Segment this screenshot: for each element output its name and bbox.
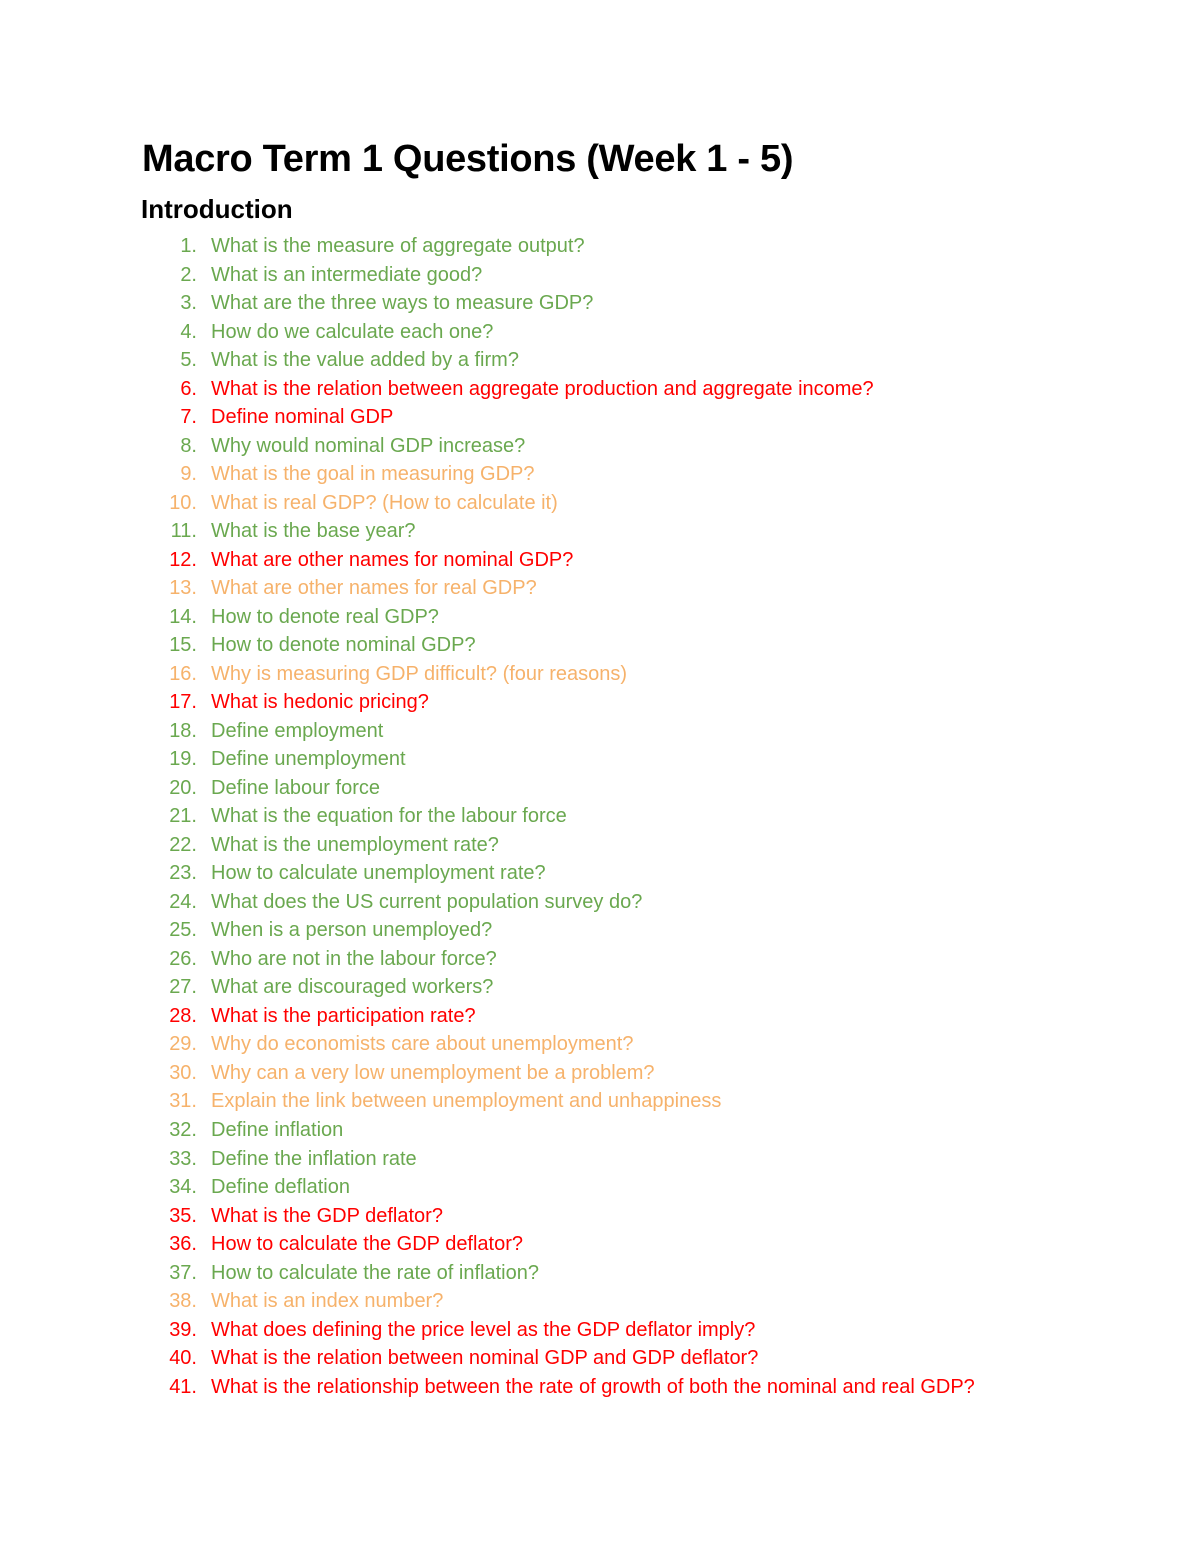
question-number: 34. [169, 1176, 197, 1199]
question-text: What is the relationship between the rate of growth of both the nominal and real GDP? [211, 1375, 975, 1398]
question-text: What is the relation between nominal GDP and GDP deflator? [211, 1347, 759, 1370]
question-number: 22. [169, 833, 197, 856]
question-number: 6. [180, 377, 197, 400]
question-number: 16. [169, 662, 197, 685]
question-text: Who are not in the labour force? [211, 947, 497, 970]
question-number: 11. [170, 520, 197, 543]
question-number: 36. [169, 1233, 197, 1256]
question-number: 28. [169, 1004, 197, 1027]
question-number: 35. [169, 1204, 197, 1227]
question-number: 33. [169, 1147, 197, 1170]
question-number: 12. [169, 548, 197, 571]
question-number: 25. [169, 919, 197, 942]
section-heading-introduction: Introduction [141, 194, 293, 224]
question-number: 8. [180, 434, 197, 457]
question-number: 5. [180, 349, 197, 372]
question-text: Why would nominal GDP increase? [211, 434, 526, 457]
question-number: 13. [169, 577, 197, 600]
question-text: How to denote nominal GDP? [211, 634, 476, 657]
question-text: When is a person unemployed? [211, 919, 493, 942]
question-text: What is hedonic pricing? [211, 691, 429, 714]
question-number: 29. [169, 1033, 197, 1056]
question-number: 20. [169, 776, 197, 799]
question-number: 32. [169, 1118, 197, 1141]
question-number: 14. [169, 605, 197, 628]
question-text: What are discouraged workers? [211, 976, 494, 999]
question-text: Why can a very low unemployment be a problem? [211, 1061, 655, 1084]
question-text: What is the value added by a firm? [211, 349, 519, 372]
question-text: What is the goal in measuring GDP? [211, 463, 535, 486]
question-number: 31. [169, 1090, 197, 1113]
question-text: What does defining the price level as the GDP deflator imply? [211, 1318, 756, 1341]
question-number: 40. [169, 1347, 197, 1370]
question-number: 21. [169, 805, 197, 828]
question-text: How to calculate the rate of inflation? [211, 1261, 539, 1284]
question-text: Define employment [211, 719, 384, 742]
question-text: What is an index number? [211, 1290, 444, 1313]
question-number: 37. [169, 1261, 197, 1284]
question-number: 7. [180, 406, 197, 429]
question-number: 38. [169, 1290, 197, 1313]
question-number: 24. [169, 890, 197, 913]
question-number: 15. [169, 634, 197, 657]
question-text: Why do economists care about unemployment? [211, 1033, 634, 1056]
question-text: What is the GDP deflator? [211, 1204, 443, 1227]
question-text: What are other names for nominal GDP? [211, 548, 574, 571]
question-text: What is the participation rate? [211, 1004, 476, 1027]
question-number: 3. [180, 292, 197, 315]
question-text: Define nominal GDP [211, 406, 394, 429]
question-text: Define labour force [211, 776, 380, 799]
question-text: What is real GDP? (How to calculate it) [211, 491, 558, 514]
question-text: Define inflation [211, 1118, 344, 1141]
question-number: 23. [169, 862, 197, 885]
question-text: Define deflation [211, 1176, 350, 1199]
question-text: How to calculate the GDP deflator? [211, 1233, 524, 1256]
question-text: How to denote real GDP? [211, 605, 439, 628]
question-text: What does the US current population survey do? [211, 890, 643, 913]
question-text: What is the relation between aggregate production and aggregate income? [211, 377, 874, 400]
question-text: What is the base year? [211, 520, 416, 543]
question-number: 41. [169, 1375, 197, 1398]
question-text: Define unemployment [211, 748, 406, 771]
question-number: 17. [169, 691, 197, 714]
question-text: Why is measuring GDP difficult? (four reasons) [211, 662, 628, 685]
question-text: What is the unemployment rate? [211, 833, 499, 856]
question-number: 18. [169, 719, 197, 742]
question-text: What is the measure of aggregate output? [211, 235, 585, 257]
question-number: 19. [169, 748, 197, 771]
question-text: What is an intermediate good? [211, 263, 483, 286]
question-text: Define the inflation rate [211, 1147, 417, 1170]
question-number: 4. [180, 320, 197, 343]
question-text: How to calculate unemployment rate? [211, 862, 546, 885]
document-title: Macro Term 1 Questions (Week 1 - 5) [142, 138, 794, 180]
question-number: 9. [180, 463, 197, 486]
question-text: How do we calculate each one? [211, 320, 494, 343]
question-text: What are the three ways to measure GDP? [211, 292, 594, 315]
question-text: What is the equation for the labour force [211, 805, 567, 828]
question-number: 39. [169, 1318, 197, 1341]
question-number: 10. [169, 491, 197, 514]
question-text: Explain the link between unemployment and unhappiness [211, 1090, 722, 1113]
question-text: What are other names for real GDP? [211, 577, 537, 600]
question-number: 27. [169, 976, 197, 999]
question-number: 30. [169, 1061, 197, 1084]
question-number: 2. [180, 263, 197, 286]
question-number: 26. [169, 947, 197, 970]
question-number: 1. [180, 235, 197, 257]
